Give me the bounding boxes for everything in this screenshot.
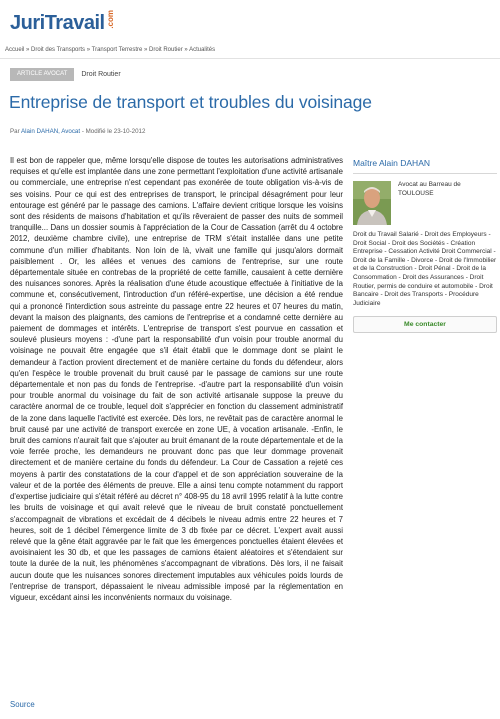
breadcrumb-item-actualites[interactable]: Actualités	[189, 47, 216, 53]
breadcrumb	[5, 47, 215, 53]
logo-text-juri: Juri	[10, 11, 45, 34]
breadcrumb-item-transports[interactable]: Droit des Transports	[31, 47, 86, 53]
source-link[interactable]: Source	[10, 700, 35, 709]
article-type-badge[interactable]: ARTICLE AVOCAT	[10, 68, 74, 81]
breadcrumb-item-terrestre[interactable]: Transport Terrestre	[91, 47, 143, 53]
sidebar-title[interactable]: Maître Alain DAHAN	[353, 158, 497, 174]
breadcrumb-separator: »	[144, 47, 148, 53]
breadcrumb-item-routier[interactable]: Droit Routier	[149, 47, 183, 53]
article-tags	[10, 68, 121, 81]
header-divider	[0, 58, 500, 59]
author-sidebar	[353, 158, 497, 333]
avatar-photo-icon	[353, 181, 391, 225]
avatar[interactable]	[353, 181, 391, 225]
site-logo[interactable]	[10, 10, 115, 34]
page-title: Entreprise de transport et troubles du voisinage	[9, 92, 372, 112]
author-role: Avocat au Barreau de TOULOUSE	[398, 181, 461, 197]
logo-suffix: .com	[105, 10, 115, 29]
breadcrumb-separator: »	[184, 47, 188, 53]
breadcrumb-separator: »	[26, 47, 30, 53]
article-byline	[10, 128, 145, 135]
breadcrumb-separator: »	[86, 47, 91, 53]
author-profile	[353, 181, 497, 225]
author-link[interactable]: Alain DAHAN, Avocat	[21, 128, 81, 135]
logo-text-travail: Travail	[44, 11, 105, 34]
contact-button[interactable]: Me contacter	[353, 316, 497, 333]
breadcrumb-item-home[interactable]: Accueil	[5, 47, 25, 53]
article-category[interactable]: Droit Routier	[81, 71, 121, 78]
article-body: Il est bon de rappeler que, même lorsqu'elle dispose de toutes les autorisations administratives requises et qu'elle est implantée dans une zone permettant l'exploitation d'une activité artisanale ou commerciale, une entreprise n'est cependant pas exonérée de toute obligation vis-à-vis de ses voisins. Pour ce qui est des entreprises de transport, le principal désagrément pour leur entourage est généré par le passage des camions. L'affaire devient critique lorsque les voisins sont des résidents de maisons d'habitation et qu'ils rêveraient de passer des nuits de sommeil tranquille... Dans un dossier soumis à l'appréciation de la Cour de Cassation (arrêt du 4 octobre 2012, deuxième chambre civile), une entreprise de TRM s'était installée dans une petite commune d'un millier d'habitants. Non loin de là, vivait une famille qui jusqu'alors dormait paisiblement . Or, les allées et venues des camions de l'entreprise, sur une route départementale située en contrebas de la propriété de cette famille, causaient à cette dernière des nuisances sonores. Après la réalisation d'une étude acoustique effectuée à l'initiative de la commune et, consécutivement, l'introduction d'un référé-expertise, une décision a été rendue qui a prononcé l'interdiction sous astreinte du passage entre 22 heures et 07 heures du matin, devant la maison des plaignants, des camions de l'entreprise et a condamné cette dernière au paiement de dommages et intérêts. L'entreprise de transport s'est pourvue en cassation et soulevé plusieurs moyens : -d'une part la responsabilité d'un voisin pour trouble anormal du voisinage ne pouvait être engagée que s'il était établi que le dommage dont se plaint le demandeur à l'action provient directement et de manière certaine du fonds du défendeur, alors qu'en l'espèce le trouble provenait du bruit causé par le passage de camions sur une route départementale et non pas du fonds de l'entreprise. -d'autre part la responsabilité d'un voisin pour trouble anormal du voisinage du fait de son activité artisanale suppose la preuve du caractère anormal de ce trouble, lequel doit s'apprécier en fonction du classement administratif de la zone dans laquelle l'activité est exercée. Dès lors, ne revêtait pas de caractère anormal le bruit causé par une activité de transport exercée en zone UE, à vocation artisanale. -Enfin, le bruit des camions n'aurait fait que s'ajouter au bruit émanant de la route départementale et de la voie ferrée proche, les demandeurs ne prouvant donc pas que leur dommage provenait directement et de manière certaine du fonds du défendeur. La Cour de Cassation a rejeté ces moyens à partir des constatations de la cour d'appel et de son appréciation souveraine de la valeur et de la portée des éléments de preuve. Elle a ainsi tenu compte notamment du rapport d'expertise judiciaire qui s'était référé au décret n° 408-95 du 18 avril 1995 relatif à la lutte contre les bruits de voisinage et qui avait relevé que le niveau de bruit constaté ponctuellement s'accompagnait de vibrations et excédait de 4 décibels le niveau admis entre 22 heures et 7 heures, soit de 1 décibel l'émergence limite de 3 db fixée par ce décret. L'expert avait aussi relevé que la gêne était aggravée par le fait que les émergences ponctuelles étaient élevées et avoisinaient les 30 db, et que les passages de camions étaient aléatoires et s'étendaient sur toute la durée de la nuit, les phénomènes s'accompagnant de vibrations. Dès lors, il ne faisait aucun doute que les nuisances sonores directement imputables aux véhicules poids lourds de l'entreprise de transport, dépassaient le niveau admissible imposé par la réglementation en vigueur, excédant ainsi les inconvénients normaux du voisinage.	[10, 156, 343, 602]
modified-date: - Modifié le 23-10-2012	[81, 128, 146, 135]
author-specialties: Droit du Travail Salarié - Droit des Employeurs - Droit Social - Droit des Sociétés - Création Entreprise - Cessation Activité Droit Commercial - Droit de la Famille - Divorce - Droit de l'Immobilier et de la Construction - Droit Pénal - Droit de la Consommation - Droit des Assurances - Droit Routier, permis de conduire et automobile - Droit Bancaire - Droit des Transports - Procédure Judiciaire	[353, 231, 497, 307]
byline-prefix: Par	[10, 128, 20, 135]
